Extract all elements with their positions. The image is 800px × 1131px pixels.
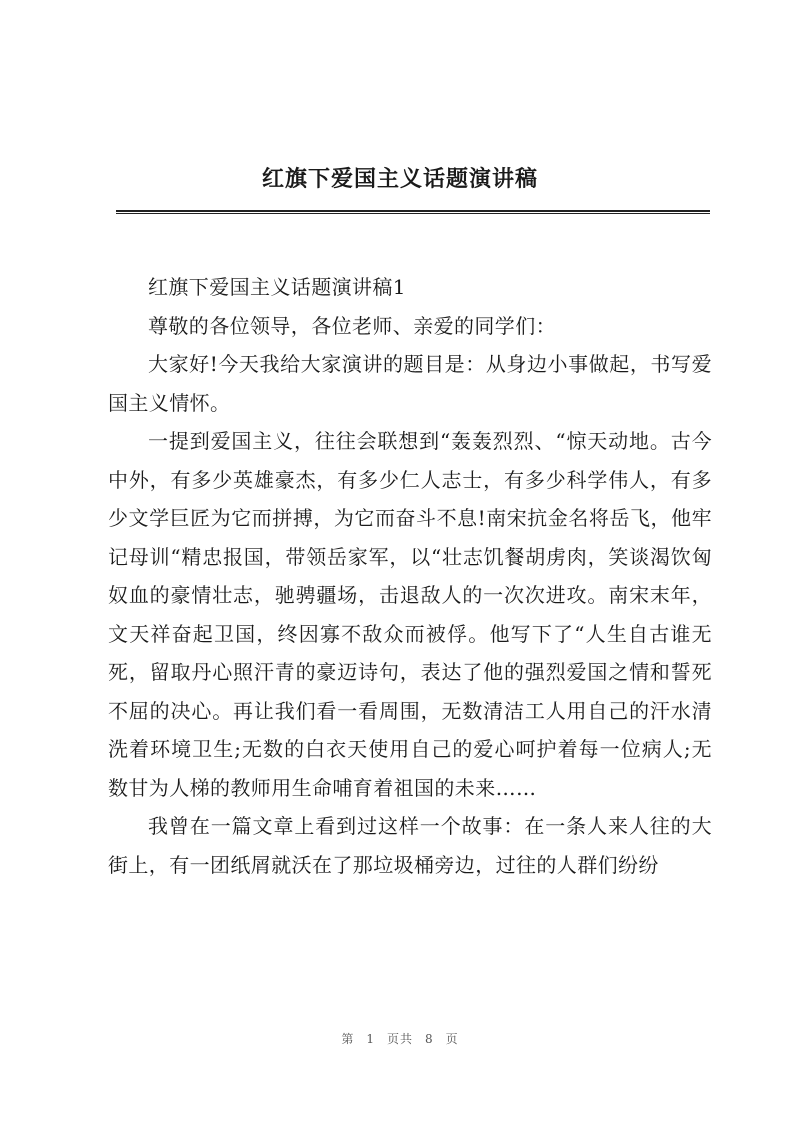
footer-prefix: 第 [341,1032,355,1046]
footer-suffix: 页 [445,1032,459,1046]
paragraph-greeting: 大家好!今天我给大家演讲的题目是：从身边小事做起，书写爱国主义情怀。 [108,352,712,415]
footer-total-pages: 8 [425,1032,434,1046]
paragraph-salutation: 尊敬的各位领导，各位老师、亲爱的同学们： [148,313,556,338]
footer-page-number: 1 [366,1032,375,1046]
footer-middle: 页共 [386,1032,413,1046]
page-footer [0,1030,800,1047]
document-title: 红旗下爱国主义话题演讲稿 [261,166,538,192]
document-body [108,268,712,884]
paragraph-story: 我曾在一篇文章上看到过这样一个故事：在一条人来人往的大街上，有一团纸屑就沃在了那垃圾桶旁边，过往的人群们纷纷 [108,814,712,877]
paragraph-heading: 红旗下爱国主义话题演讲稿1 [148,275,406,299]
paragraph-body: 一提到爱国主义，往往会联想到“轰轰烈烈、“惊天动地。古今中外，有多少英雄豪杰，有多少仁人志士，有多少科学伟人，有多少文学巨匠为它而拼搏，为它而奋斗不息!南宋抗金名将岳飞，他牢记母训“精忠报国，带领岳家军，以“壮志饥餐胡虏肉，笑谈渴饮匈奴血的豪情壮志，驰骋疆场，击退敌人的一次次进攻。南宋末年，文天祥奋起卫国，终因寡不敌众而被俘。他写下了“人生自古谁无死，留取丹心照汗青的豪迈诗句，表达了他的强烈爱国之情和誓死不屈的决心。再让我们看一看周围，无数清洁工人用自己的汗水清洗着环境卫生;无数的白衣天使用自己的爱心呵护着每一位病人;无数甘为人梯的教师用生命哺育着祖国的未来…… [108,429,712,800]
title-divider [116,210,710,214]
